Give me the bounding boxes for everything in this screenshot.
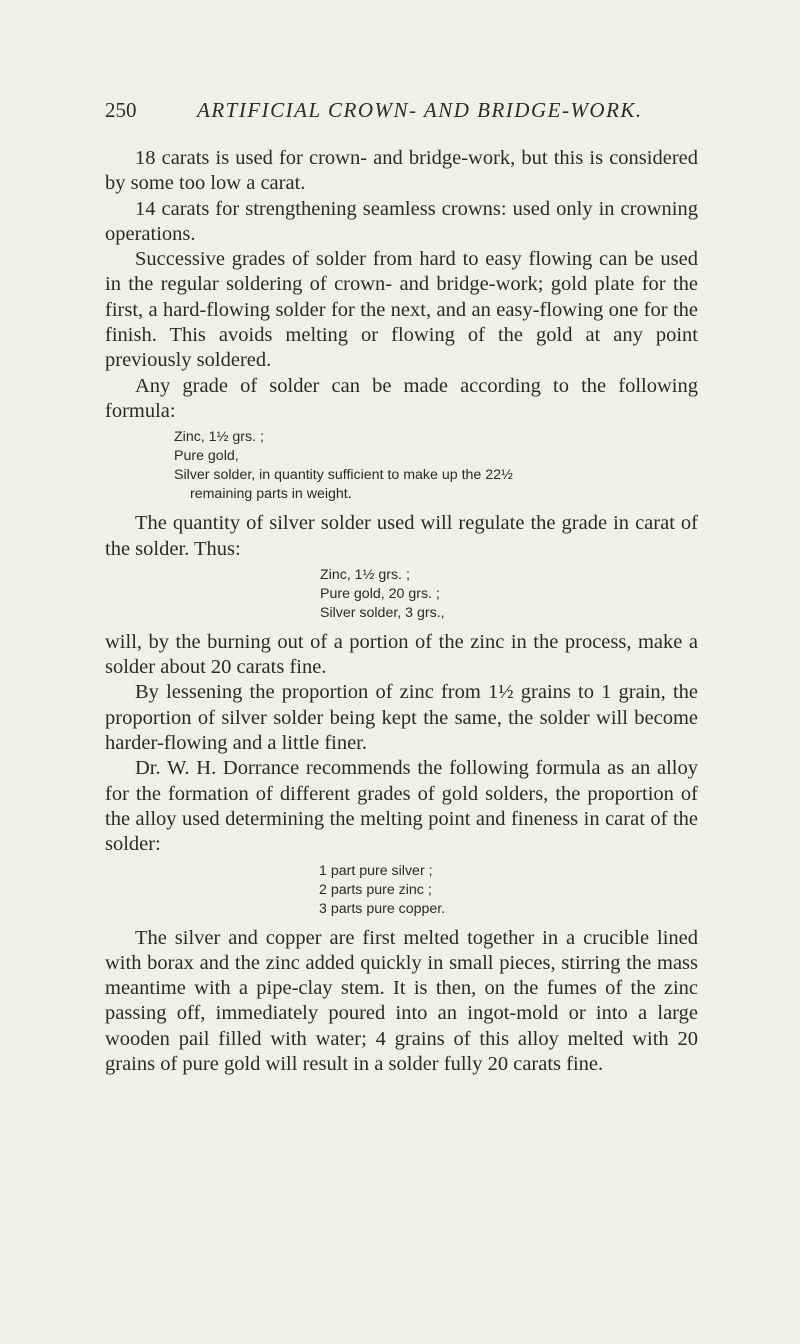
formula-line: 3 parts pure copper.: [319, 900, 446, 917]
running-head: ARTIFICIAL CROWN- AND BRIDGE-WORK.: [197, 98, 643, 122]
page-body: [105, 146, 698, 1077]
paragraph: Dr. W. H. Dorrance recommends the following formula as an alloy for the formation of different grades of gold solders, the proportion of the alloy used determining the melting point and fineness in carat of the solder:: [105, 757, 698, 856]
paragraph: By lessening the proportion of zinc from 1½ grains to 1 grain, the proportion of silver solder being kept the same, the solder will become harder-flowing and a little finer.: [105, 681, 698, 755]
paragraph: Any grade of solder can be made according to the following formula:: [105, 374, 698, 422]
formula-line: remaining parts in weight.: [190, 486, 352, 503]
formula-line: Pure gold, 20 grs. ;: [320, 585, 440, 602]
paragraph: 18 carats is used for crown- and bridge-work, but this is considered by some too low a carat.: [105, 147, 698, 195]
formula-line: Pure gold,: [174, 448, 239, 465]
paragraph: will, by the burning out of a portion of the zinc in the process, make a solder about 20 carats fine.: [105, 630, 698, 679]
formula-line: Silver solder, in quantity sufficient to make up the 22½: [174, 467, 513, 484]
paragraph: The silver and copper are first melted together in a crucible lined with borax and the zinc added quickly in small pieces, stirring the mass meantime with a pipe-clay stem. It is then, on the fumes of the zinc passing off, immediately poured into an ingot-mold or into a large wooden pail filled with water; 4 grains of this alloy melted with 20 grains of pure gold will result in a solder fully 20 carats fine.: [105, 926, 698, 1076]
alloy-formula: [319, 862, 698, 919]
page-number: 250: [105, 98, 137, 122]
formula-line: 2 parts pure zinc ;: [319, 881, 432, 898]
formula-line: Silver solder, 3 grs.,: [320, 604, 445, 621]
solder-formula: [174, 428, 698, 504]
paragraph: Successive grades of solder from hard to easy flowing can be used in the regular soldering of crown- and bridge-work; gold plate for the first, a hard-flowing solder for the next, and an easy-flowing one for the finish. This avoids melting or flowing of the gold at any point previously soldered.: [105, 248, 698, 372]
page-header: [105, 98, 665, 128]
paragraph: The quantity of silver solder used will regulate the grade in carat of the solder. Thus:: [105, 512, 698, 560]
formula-line: Zinc, 1½ grs. ;: [174, 429, 264, 446]
formula-line: Zinc, 1½ grs. ;: [320, 566, 410, 583]
example-formula: [320, 566, 698, 623]
formula-line: 1 part pure silver ;: [319, 862, 433, 879]
paragraph: 14 carats for strengthening seamless crowns: used only in crowning operations.: [105, 197, 698, 245]
